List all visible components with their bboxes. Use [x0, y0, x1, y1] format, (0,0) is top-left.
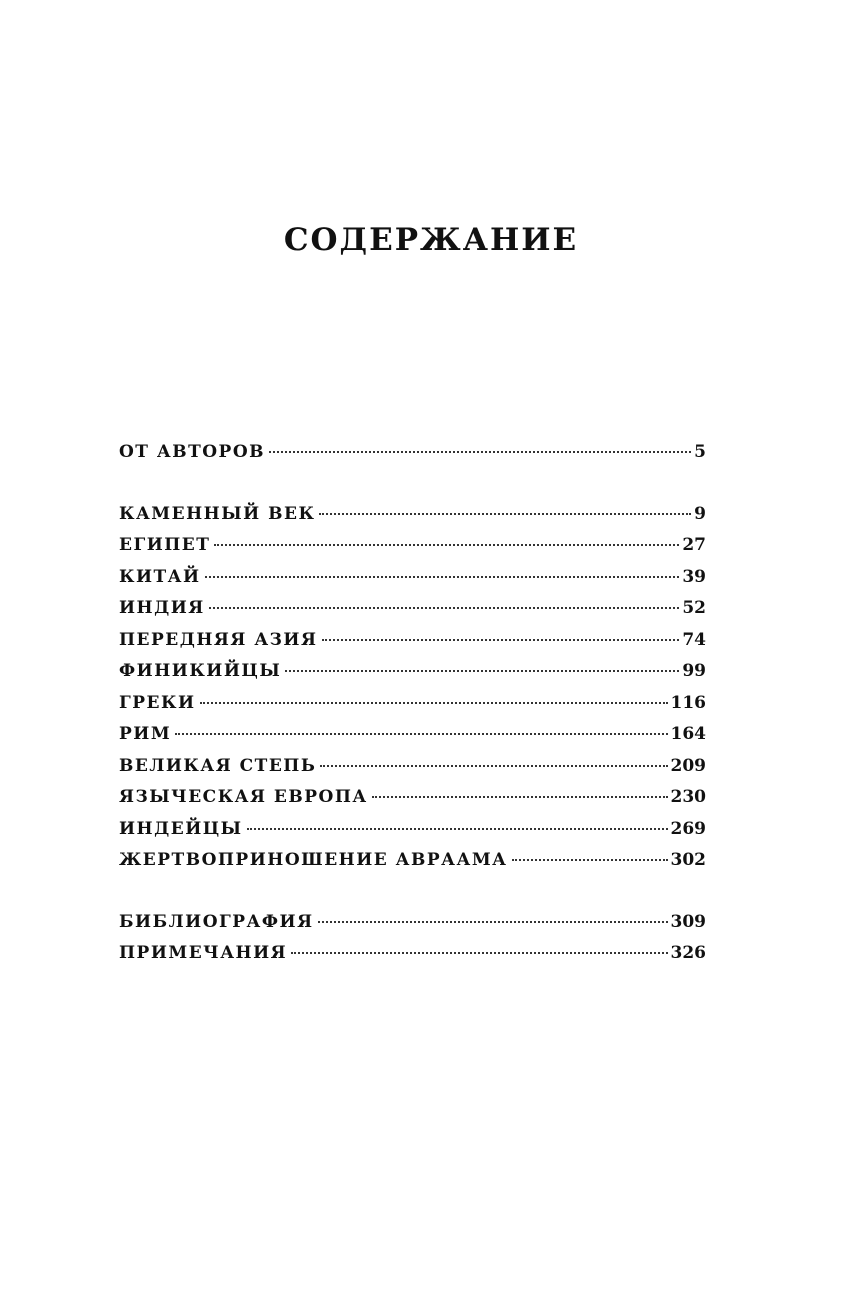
toc-leader-dots — [372, 796, 668, 798]
toc-entry-page: 116 — [670, 692, 706, 713]
toc-entry-page: 99 — [682, 661, 706, 681]
toc-entry-label: ПРИМЕЧАНИЯ — [119, 943, 288, 963]
toc-entry-label: КАМЕННЫЙ ВЕК — [119, 503, 316, 524]
toc-entry-page: 39 — [682, 566, 706, 587]
toc-entry[interactable] — [119, 938, 706, 970]
toc-entry-page: 164 — [670, 724, 706, 744]
toc-entry-label: ЖЕРТВОПРИНОШЕНИЕ АВРААМА — [119, 850, 508, 870]
toc-entry-page: 27 — [682, 535, 706, 555]
toc-entry-label: ОТ АВТОРОВ — [119, 442, 266, 462]
toc-entry[interactable] — [119, 907, 706, 939]
toc-group-intro — [119, 437, 706, 469]
toc-leader-dots — [285, 670, 679, 672]
toc-entry[interactable] — [119, 719, 706, 751]
toc-leader-dots — [291, 952, 667, 954]
toc-entry[interactable] — [119, 530, 706, 562]
toc-entry-label: ПЕРЕДНЯЯ АЗИЯ — [119, 629, 318, 650]
toc-leader-dots — [512, 859, 668, 861]
toc-leader-dots — [320, 765, 667, 767]
page-title: СОДЕРЖАНИЕ — [283, 222, 579, 258]
toc-entry-page: 5 — [694, 442, 706, 462]
toc-leader-dots — [247, 828, 668, 830]
toc-leader-dots — [319, 513, 691, 515]
toc-entry[interactable] — [119, 656, 706, 688]
toc-entry[interactable] — [119, 814, 706, 846]
toc-entry[interactable] — [119, 688, 706, 720]
toc-entry-page: 326 — [670, 943, 706, 963]
toc-entry-label: ЕГИПЕТ — [119, 535, 211, 555]
toc-entry-label: ИНДЕЙЦЫ — [119, 818, 243, 839]
toc-entry-label: РИМ — [119, 724, 172, 744]
toc-group-appendix — [119, 907, 706, 970]
toc-leader-dots — [318, 921, 668, 923]
toc-entry-page: 52 — [682, 598, 706, 618]
toc-group-chapters — [119, 499, 706, 877]
toc-entry-page: 302 — [670, 850, 706, 870]
toc-leader-dots — [200, 702, 668, 704]
toc-entry[interactable] — [119, 593, 706, 625]
toc-entry[interactable] — [119, 782, 706, 814]
toc-entry-label: БИБЛИОГРАФИЯ — [119, 911, 314, 932]
toc-leader-dots — [269, 451, 691, 453]
toc-entry[interactable] — [119, 499, 706, 531]
toc-entry-page: 230 — [670, 787, 706, 807]
toc-entry[interactable] — [119, 562, 706, 594]
table-of-contents — [119, 437, 706, 970]
toc-entry-page: 269 — [670, 818, 706, 839]
toc-entry-label: ФИНИКИЙЦЫ — [119, 661, 282, 681]
toc-entry[interactable] — [119, 751, 706, 783]
toc-entry-label: ИНДИЯ — [119, 598, 205, 618]
toc-leader-dots — [209, 607, 680, 609]
toc-entry[interactable] — [119, 437, 706, 469]
toc-entry-page: 309 — [670, 911, 706, 932]
toc-leader-dots — [322, 639, 680, 641]
toc-leader-dots — [175, 733, 667, 735]
toc-entry-page: 74 — [682, 629, 706, 650]
toc-leader-dots — [214, 544, 679, 546]
toc-entry-label: ЯЗЫЧЕСКАЯ ЕВРОПА — [119, 787, 368, 807]
toc-entry[interactable] — [119, 845, 706, 877]
toc-entry-label: ВЕЛИКАЯ СТЕПЬ — [119, 755, 317, 776]
toc-entry[interactable] — [119, 625, 706, 657]
toc-leader-dots — [205, 576, 680, 578]
toc-entry-label: ГРЕКИ — [119, 692, 196, 713]
toc-entry-page: 9 — [694, 503, 706, 524]
toc-entry-page: 209 — [670, 755, 706, 776]
toc-entry-label: КИТАЙ — [119, 566, 201, 587]
